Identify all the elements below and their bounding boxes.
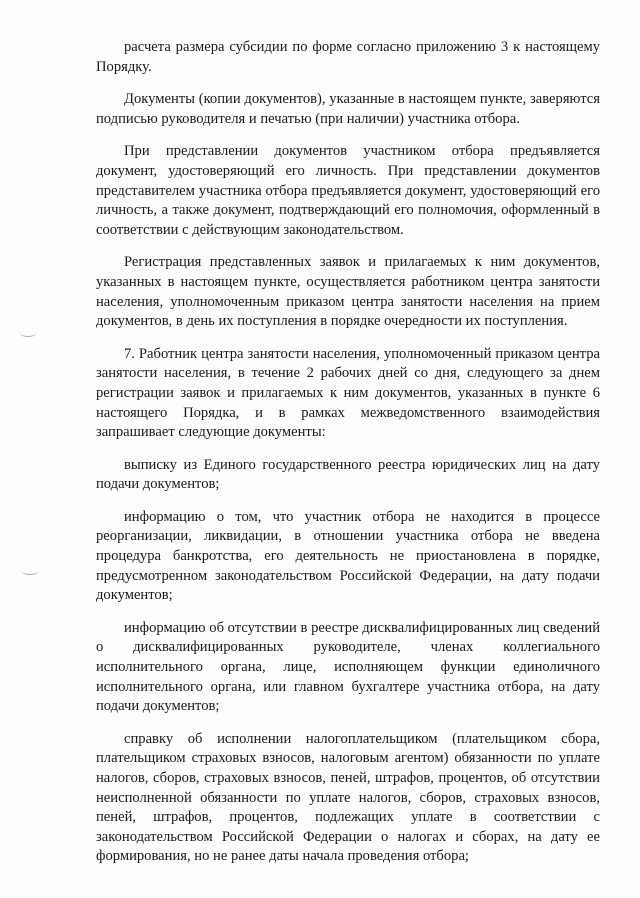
paragraph: расчета размера субсидии по форме согласно приложению 3 к настоящему Порядку.: [96, 39, 600, 75]
list-item: справку об исполнении налогоплательщиком (плательщиком сбора, плательщиком страховых взносов, налоговым агентом) обязанности по уплате налогов, сборов, страховых взносов, пеней, штрафов, процентов, об отсутствии неисполненной обязанности по уплате налогов, сборов, страховых взносов, пеней, штрафов, процентов, подлежащих уплате в соответствии с законодательством Российской Федерации о налогах и сборах, на дату ее формирования, но не ранее даты начала проведения отбора;: [96, 730, 600, 865]
scan-artifact-mark: [22, 568, 38, 575]
list-item: выписку из Единого государственного реестра юридических лиц на дату подачи документов;: [96, 456, 600, 493]
scan-artifact-mark: [20, 330, 36, 337]
list-item: информацию о том, что участник отбора не находится в процессе реорганизации, ликвидации, в отношении участника отбора не введена процедура банкротства, его деятельность не приостановлена в порядке, предусмотренном законодательством Российской Федерации, на дату подачи документов;: [96, 508, 600, 604]
document-body: [96, 38, 600, 880]
paragraph: Документы (копии документов), указанные в настоящем пункте, заверяются подписью руководителя и печатью (при наличии) участника отбора.: [96, 91, 600, 127]
paragraph-item-7: 7. Работник центра занятости населения, уполномоченный приказом центра занятости населения, в течение 2 рабочих дней со дня, следующего за днем регистрации заявок и прилагаемых к ним документов, указанных в пункте 6 настоящего Порядка, и в рамках межведомственного взаимодействия запрашивает следующие документы:: [96, 345, 600, 441]
list-item: информацию об отсутствии в реестре дисквалифицированных лиц сведений о дисквалифицированных руководителе, членах коллегиального исполнительного органа, лице, исполняющем функции единоличного исполнительного органа, или главном бухгалтере участника отбора, на дату подачи документов;: [96, 619, 600, 715]
paragraph: Регистрация представленных заявок и прилагаемых к ним документов, указанных в настоящем пункте, осуществляется работником центра занятости населения, уполномоченным приказом центра занятости населения на прием документов, в день их поступления в порядке очередности их поступления.: [96, 254, 600, 330]
paragraph: При представлении документов участником отбора предъявляется документ, удостоверяющий его личность. При представлении документов представителем участника отбора предъявляется документ, удостоверяющий его личность, а также документ, подтверждающий его полномочия, оформленный в соответствии с действующим законодательством.: [96, 143, 600, 238]
